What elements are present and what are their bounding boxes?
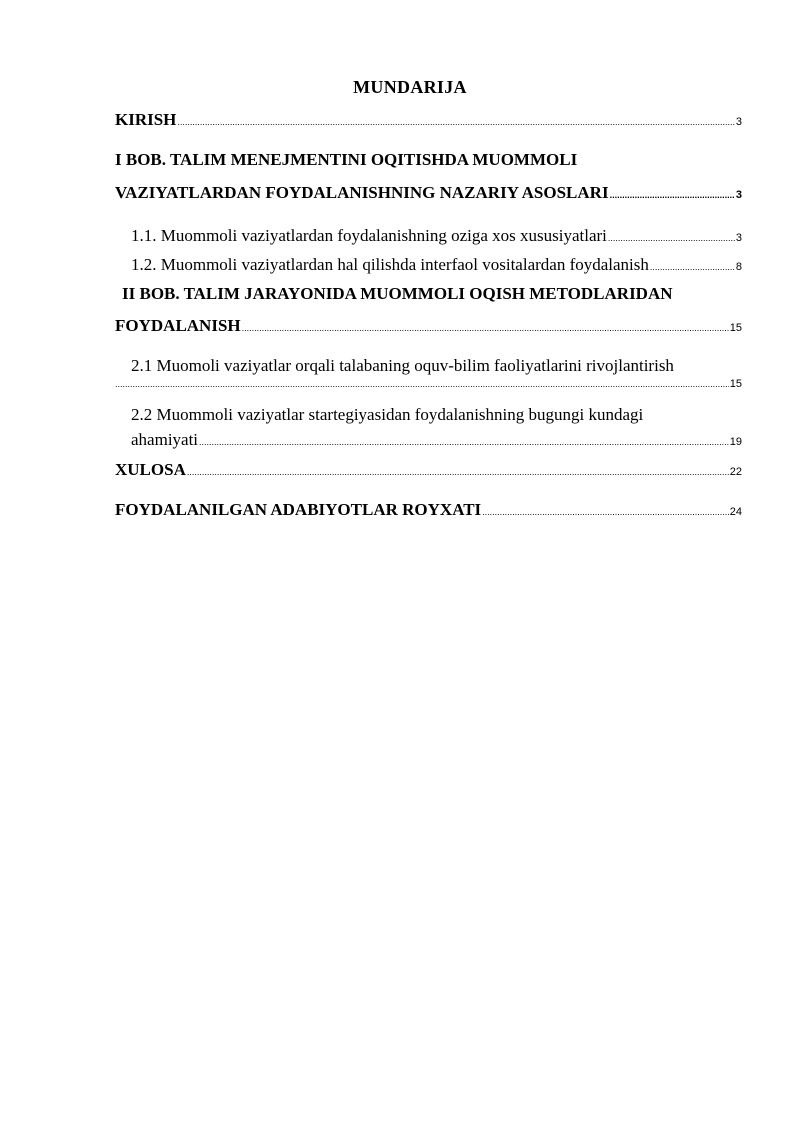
toc-entry-label: 1.2. Muommoli vaziyatlardan hal qilishda interfaol vositalardan foydalanish [131, 255, 649, 274]
toc-entry-section-2-1[interactable] [115, 378, 742, 390]
toc-page-number: 3 [735, 232, 742, 244]
toc-leader-dots [608, 233, 735, 243]
toc-chapter-2-title-line1[interactable]: II BOB. TALIM JARAYONIDA MUOMMOLI OQISH METODLARIDAN [122, 284, 673, 303]
toc-entry-label: FOYDALANILGAN ADABIYOTLAR ROYXATI [115, 500, 482, 519]
toc-entry-label: ahamiyati [131, 430, 199, 449]
toc-entry-label: XULOSA [115, 460, 186, 479]
toc-entry-adabiyotlar[interactable] [115, 500, 742, 520]
toc-leader-dots [482, 507, 729, 517]
toc-page-number: 19 [729, 436, 742, 448]
toc-leader-dots [650, 262, 735, 272]
toc-chapter-1-title-line2: VAZIYATLARDAN FOYDALANISHNING NAZARIY ASOSLARI [115, 183, 609, 202]
toc-entry-section-2-2-label-line1[interactable]: 2.2 Muommoli vaziyatlar startegiyasidan foydalanishning bugungi kundagi [131, 405, 644, 424]
toc-title: MUNDARIJA [353, 77, 467, 97]
toc-entry-kirish[interactable] [115, 110, 742, 130]
toc-leader-dots [199, 437, 729, 447]
toc-page-number: 3 [735, 116, 742, 128]
toc-entry-section-2-1-label[interactable]: 2.1 Muomoli vaziyatlar orqali talabaning oquv-bilim faoliyatlarini rivojlantirish [131, 356, 674, 375]
toc-entry-chapter-2[interactable] [115, 316, 742, 336]
toc-entry-xulosa[interactable] [115, 460, 742, 480]
toc-entry-section-2-2[interactable] [131, 430, 742, 450]
toc-page-number: 15 [729, 378, 742, 390]
toc-chapter-1-title-line1[interactable]: I BOB. TALIM MENEJMENTINI OQITISHDA MUOMMOLI [115, 150, 578, 169]
toc-leader-dots [187, 467, 729, 477]
toc-page-number: 24 [729, 506, 742, 518]
toc-page-number: 22 [729, 466, 742, 478]
toc-entry-section-1-2[interactable] [131, 255, 742, 275]
toc-entry-label: 1.1. Muommoli vaziyatlardan foydalanishning oziga xos xususiyatlari [131, 226, 607, 245]
toc-page-number: 15 [729, 322, 742, 334]
toc-chapter-2-title-line2: FOYDALANISH [115, 316, 241, 335]
toc-entry-label: KIRISH [115, 110, 177, 129]
toc-leader-dots [610, 190, 735, 200]
toc-entry-section-1-1[interactable] [131, 226, 742, 246]
toc-entry-chapter-1[interactable] [115, 183, 742, 203]
toc-page-number: 8 [735, 261, 742, 273]
toc-leader-dots [242, 323, 729, 333]
toc-page-number: 3 [735, 189, 742, 201]
toc-leader-dots [177, 117, 734, 127]
toc-leader-dots [115, 379, 729, 389]
